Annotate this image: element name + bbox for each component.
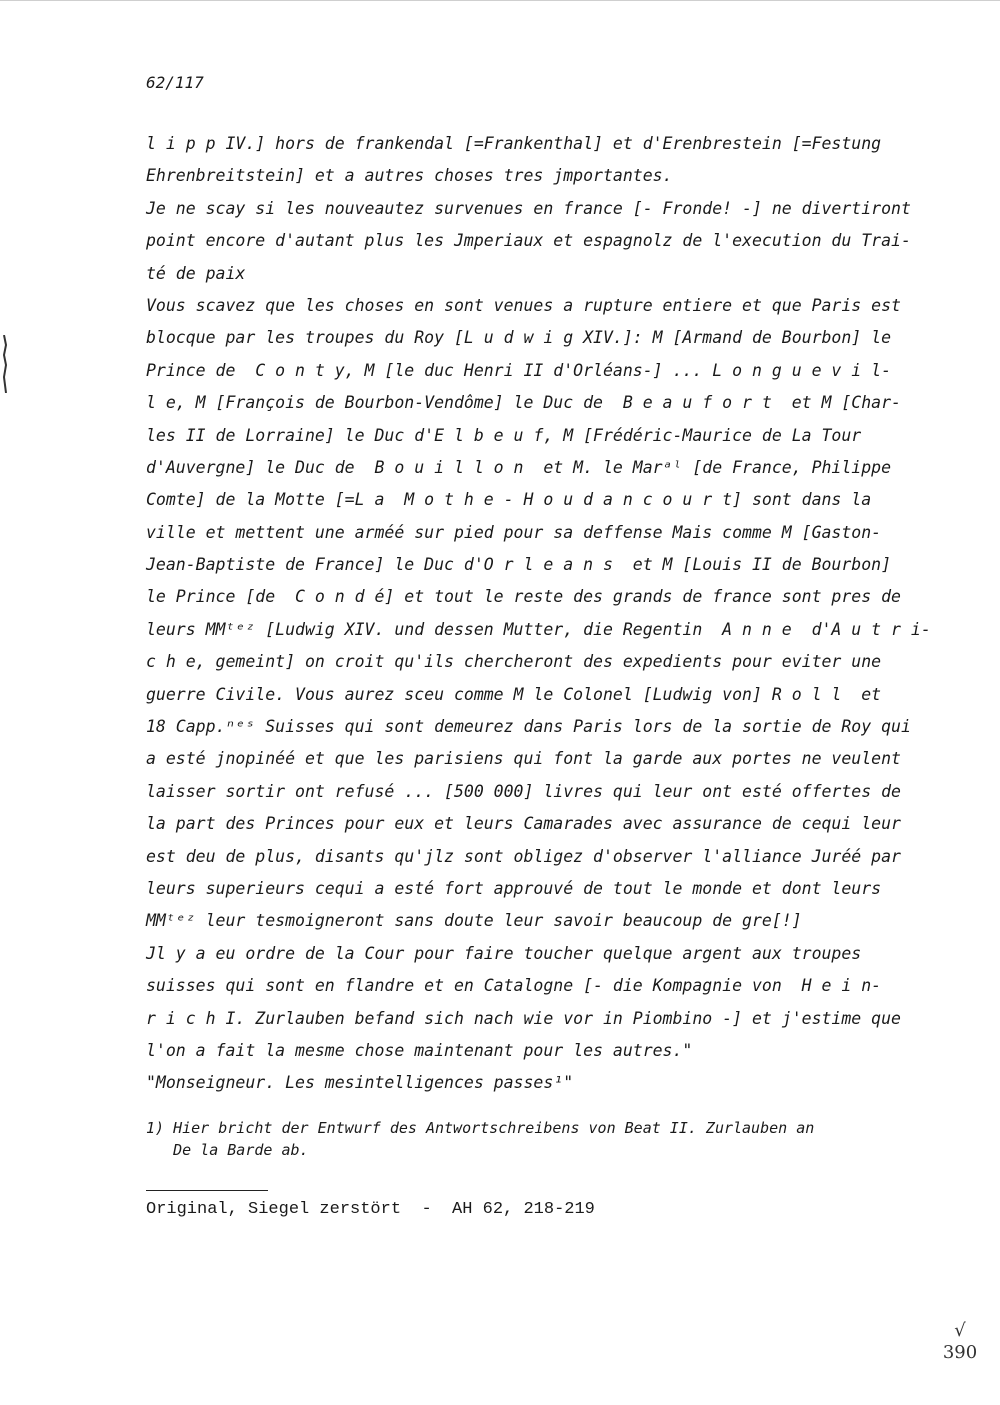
text-line: l i p p IV.] hors de frankendal [=Frankenthal] et d'Erenbrestein [=Festung: [146, 134, 882, 153]
text-line: 18 Capp.ⁿᵉˢ Suisses qui sont demeurez dans Paris lors de la sortie de Roy qui: [146, 717, 911, 737]
text-line: Ehrenbreitstein] et a autres choses tres jmportantes.: [146, 166, 673, 186]
text-line: l'on a fait la mesme chose maintenant pour les autres.": [146, 1040, 693, 1060]
text-line: MMᵗᵉᶻ leur tesmoigneront sans doute leur savoir beaucoup de gre[!]: [146, 911, 802, 931]
text-line: suisses qui sont en flandre et en Catalogne [- die Kompagnie von H e i n-: [146, 976, 882, 996]
text-line: Prince de C o n t y, M [le duc Henri II d'Orléans-] ... L o n g u e v i l-: [146, 360, 892, 380]
top-edge-rule: [0, 0, 1000, 1]
text-line: Je ne scay si les nouveautez survenues en france [- Fronde! -] ne divertiront: [146, 198, 911, 218]
source-note: Original, Siegel zerstört - AH 62, 218-219: [146, 1200, 595, 1219]
footnote-line: 1) Hier bricht der Entwurf des Antwortschreibens von Beat II. Zurlauben an: [146, 1119, 815, 1137]
page-number: 62/117: [146, 73, 204, 92]
letter-body: [146, 128, 931, 1100]
text-line: laisser sortir ont refusé ... [500 000] livres qui leur ont esté offertes de: [146, 781, 901, 801]
handwritten-annotation: [930, 1320, 990, 1364]
text-line: c h e, gemeint] on croit qu'ils chercheront des expedients pour eviter une: [146, 652, 882, 672]
text-line: leurs MMᵗᵉᶻ [Ludwig XIV. und dessen Mutter, die Regentin A n n e d'A u t r i-: [146, 619, 931, 639]
text-line: té de paix: [146, 263, 246, 283]
margin-ink-mark: [2, 335, 8, 393]
text-line: Vous scavez que les choses en sont venues a rupture entiere et que Paris est: [146, 295, 901, 315]
text-line: d'Auvergne] le Duc de B o u i l l o n et M. le Marᵃˡ [de France, Philippe: [146, 457, 892, 477]
text-line: Comte] de la Motte [=L a M o t h e - H o u d a n c o u r t] sont dans la: [146, 490, 872, 510]
archive-number: 390: [942, 1342, 978, 1363]
text-line: Jl y a eu ordre de la Cour pour faire toucher quelque argent aux troupes: [146, 943, 862, 963]
section-divider: [146, 1190, 268, 1191]
check-mark: √: [954, 1320, 966, 1341]
text-line: l e, M [François de Bourbon-Vendôme] le Duc de B e a u f o r t et M [Char-: [146, 393, 901, 413]
text-line: le Prince [de C o n d é] et tout le reste des grands de france sont pres de: [146, 587, 901, 607]
text-line: la part des Princes pour eux et leurs Camarades avec assurance de cequi leur: [146, 814, 901, 834]
text-line: point encore d'autant plus les Jmperiaux et espagnolz de l'execution du Trai-: [146, 231, 911, 251]
text-line: les II de Lorraine] le Duc d'E l b e u f, M [Frédéric-Maurice de La Tour: [146, 425, 862, 445]
text-line: a esté jnopinéé et que les parisiens qui font la garde aux portes ne veulent: [146, 749, 901, 769]
footnote-line: De la Barde ab.: [146, 1141, 309, 1159]
footnote: [146, 1117, 926, 1161]
text-line: ville et mettent une arméé sur pied pour sa deffense Mais comme M [Gaston-: [146, 522, 882, 542]
text-line: Jean-Baptiste de France] le Duc d'O r l e a n s et M [Louis II de Bourbon]: [146, 555, 892, 575]
text-line: "Monseigneur. Les mesintelligences passes¹": [146, 1073, 574, 1093]
text-line: leurs superieurs cequi a esté fort approuvé de tout le monde et dont leurs: [146, 878, 882, 898]
text-line: guerre Civile. Vous aurez sceu comme M le Colonel [Ludwig von] R o l l et: [146, 684, 882, 704]
text-line: r i c h I. Zurlauben befand sich nach wie vor in Piombino -] et j'estime que: [146, 1008, 901, 1028]
text-line: blocque par les troupes du Roy [L u d w i g XIV.]: M [Armand de Bourbon] le: [146, 328, 892, 348]
text-line: est deu de plus, disants qu'jlz sont obligez d'observer l'alliance Juréé par: [146, 846, 901, 866]
